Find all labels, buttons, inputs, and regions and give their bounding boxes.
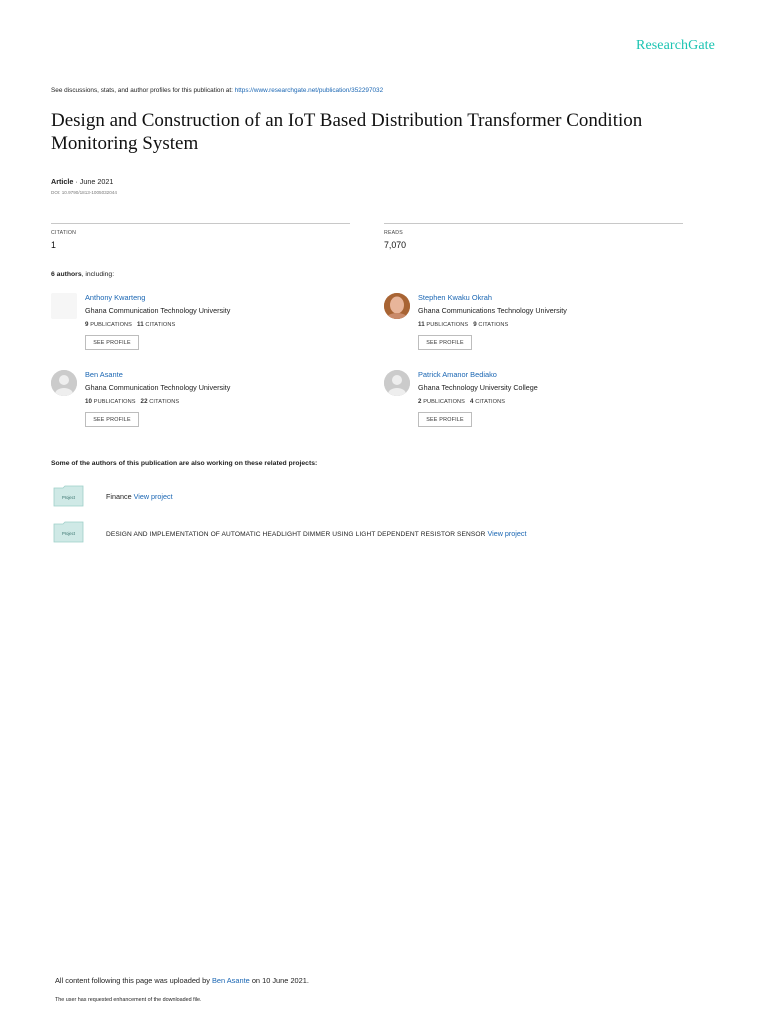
avatar[interactable] — [384, 293, 410, 319]
citation-count: 1 — [51, 240, 56, 250]
page-title: Design and Construction of an IoT Based Distribution Transformer Condition Monitoring System — [51, 110, 643, 154]
author-stats — [85, 321, 175, 328]
doi-text: DOI: 10.9790/1813-1005032044 — [51, 190, 117, 195]
avatar[interactable] — [51, 370, 77, 396]
avatar[interactable] — [51, 293, 77, 319]
researchgate-logo[interactable]: ResearchGate — [636, 38, 715, 53]
publication-source-line — [51, 87, 383, 94]
upload-suffix: on 10 June 2021. — [249, 976, 309, 985]
publications-label: PUBLICATIONS — [426, 322, 469, 328]
publications-count: 10 — [85, 398, 93, 405]
source-line-prefix: See discussions, stats, and author profiles for this publication at: — [51, 87, 235, 94]
upload-note — [55, 976, 309, 985]
project-icon-label: Project — [61, 531, 76, 536]
see-profile-button[interactable]: SEE PROFILE — [418, 335, 472, 350]
related-projects-heading: Some of the authors of this publication are also working on these related projects: — [51, 460, 318, 467]
author-institution: Ghana Communication Technology University — [85, 383, 231, 392]
authors-count: 6 authors — [51, 271, 82, 278]
divider-citation — [51, 223, 350, 224]
project-folder-icon[interactable] — [53, 485, 84, 507]
project-row — [106, 492, 173, 501]
citations-count: 4 — [470, 398, 474, 405]
article-meta — [51, 177, 113, 186]
see-profile-button[interactable]: SEE PROFILE — [85, 412, 139, 427]
see-profile-button[interactable]: SEE PROFILE — [85, 335, 139, 350]
view-project-link[interactable]: View project — [487, 529, 527, 538]
publication-url-link[interactable]: https://www.researchgate.net/publication/352297032 — [234, 87, 384, 94]
author-stats — [418, 321, 508, 328]
project-name: Finance — [106, 492, 132, 501]
enhancement-note: The user has requested enhancement of the downloaded file. — [55, 997, 202, 1003]
citations-count: 22 — [140, 398, 148, 405]
project-icon-label: Project — [61, 495, 76, 500]
publications-count: 9 — [85, 321, 89, 328]
publications-label: PUBLICATIONS — [90, 322, 133, 328]
citations-label: CITATIONS — [149, 399, 180, 405]
publications-count: 2 — [418, 398, 422, 405]
see-profile-button[interactable]: SEE PROFILE — [418, 412, 472, 427]
publications-label: PUBLICATIONS — [93, 399, 136, 405]
citations-count: 9 — [473, 321, 477, 328]
author-name-link[interactable]: Ben Asante — [85, 370, 123, 379]
author-name-link[interactable]: Stephen Kwaku Okrah — [418, 293, 492, 302]
citations-label: CITATIONS — [478, 322, 509, 328]
default-avatar-icon — [384, 370, 410, 396]
folder-icon — [53, 485, 84, 507]
divider-reads — [384, 223, 683, 224]
publications-count: 11 — [418, 321, 425, 328]
folder-icon — [53, 521, 84, 543]
uploader-link[interactable]: Ben Asante — [211, 976, 250, 985]
author-institution: Ghana Communications Technology University — [418, 306, 567, 315]
author-institution: Ghana Communication Technology University — [85, 306, 231, 315]
reads-count: 7,070 — [384, 240, 407, 250]
project-folder-icon[interactable] — [53, 521, 84, 543]
author-name-link[interactable]: Anthony Kwarteng — [85, 293, 146, 302]
author-stats — [85, 398, 179, 405]
reads-label: READS — [384, 230, 403, 236]
project-name: DESIGN AND IMPLEMENTATION OF AUTOMATIC HEADLIGHT DIMMER USING LIGHT DEPENDENT RESISTOR SENSOR — [106, 531, 486, 538]
upload-prefix: All content following this page was uploaded by — [55, 976, 212, 985]
default-avatar-icon — [51, 370, 77, 396]
publications-label: PUBLICATIONS — [423, 399, 466, 405]
view-project-link[interactable]: View project — [133, 492, 173, 501]
author-institution: Ghana Technology University College — [418, 383, 538, 392]
citation-label: CITATION — [51, 230, 77, 236]
author-card — [51, 293, 351, 363]
author-photo-icon — [384, 293, 410, 319]
author-card — [51, 370, 351, 440]
avatar[interactable] — [384, 370, 410, 396]
citations-count: 11 — [137, 321, 144, 328]
author-card — [384, 370, 684, 440]
author-stats — [418, 398, 505, 405]
authors-heading — [51, 271, 114, 278]
article-date: · June 2021 — [73, 177, 114, 186]
article-type: Article — [51, 177, 74, 186]
author-card — [384, 293, 684, 363]
citations-label: CITATIONS — [145, 322, 176, 328]
author-name-link[interactable]: Patrick Amanor Bediako — [418, 370, 497, 379]
authors-heading-suffix: , including: — [81, 271, 115, 278]
citations-label: CITATIONS — [475, 399, 506, 405]
project-row — [106, 529, 527, 538]
